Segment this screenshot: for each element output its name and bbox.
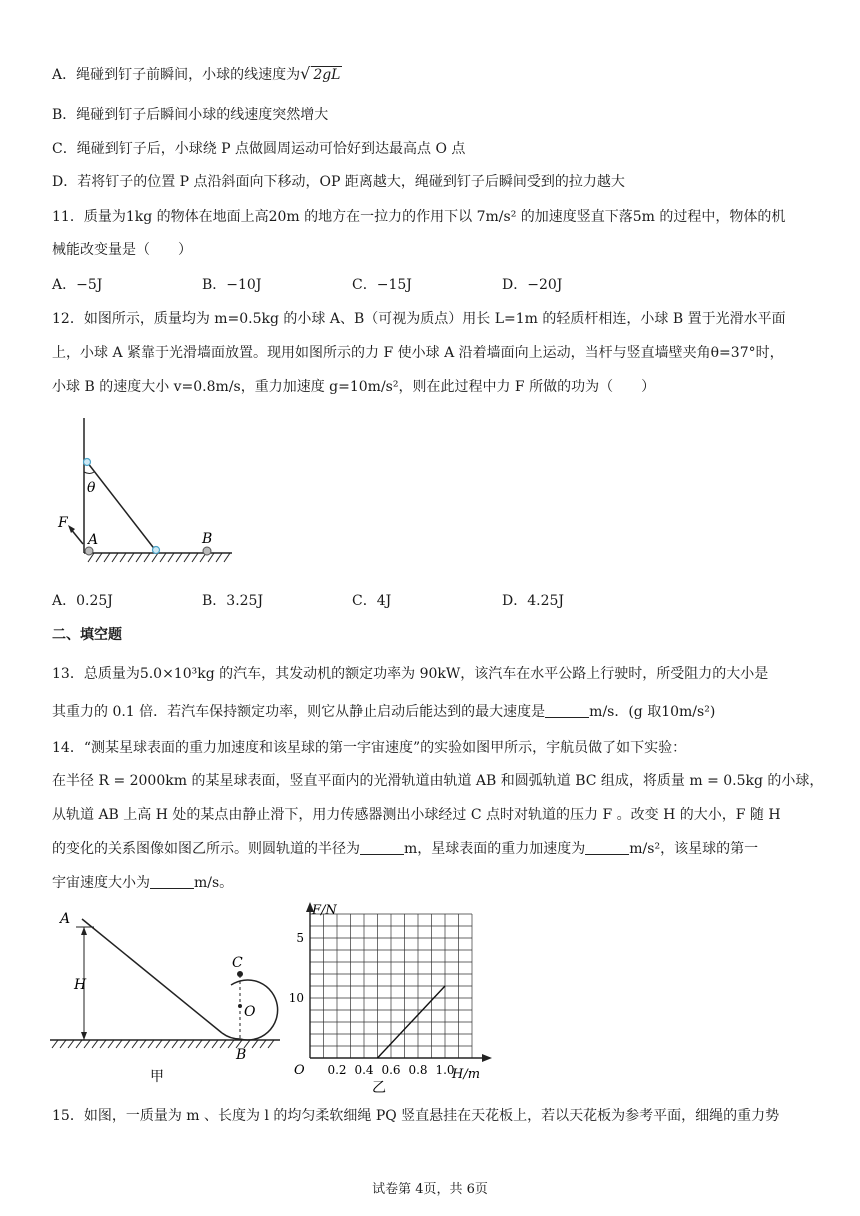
q14-stem-line3: 从轨道 AB 上高 H 处的某点由静止滑下，用力传感器测出小球经过 C 点时对轨道的压力 F 。改变 H 的大小，F 随 H	[52, 807, 781, 823]
q13-text-a: 其重力的 0.1 倍．若汽车保持额定功率，则它从静止启动后能达到的最大速度是	[52, 704, 546, 720]
q10-option-d: D．若将钉子的位置 P 点沿斜面向下移动，OP 距离越大，绳碰到钉子后瞬间受到的拉力越大	[52, 174, 625, 190]
y-tick-label: 5	[296, 931, 304, 945]
q14-figure-yi-chart	[280, 898, 500, 1094]
q12-option-c: C．4J	[352, 593, 392, 609]
caption-jia: 甲	[150, 1069, 164, 1085]
q14-stem-line1: 14．“测某星球表面的重力加速度和该星球的第一宇宙速度”的实验如图甲所示，宇航员做了如下实验：	[52, 740, 687, 756]
label-c: C	[232, 955, 243, 971]
x-tick-label: 0.8	[408, 1063, 428, 1077]
q14-stem-line4	[52, 839, 758, 859]
q12-option-d: D．4.25J	[502, 593, 565, 609]
q11-stem-line1: 11．质量为1kg 的物体在地面上高20m 的地方在一拉力的作用下以 7m/s² 的加速度竖直下落5m 的过程中，物体的机	[52, 209, 786, 225]
x-tick-label: 0.4	[354, 1063, 374, 1077]
q14-blank-radius[interactable]	[360, 840, 404, 855]
q14-text-e: m/s。	[194, 875, 234, 891]
q10-option-a-math: 2gL	[313, 67, 341, 83]
q12-option-b: B．3.25J	[202, 593, 264, 609]
q15-stem-line1: 15．如图，一质量为 m 、长度为 l 的均匀柔软细绳 PQ 竖直悬挂在天花板上，若以天花板为参考平面，细绳的重力势	[52, 1108, 780, 1124]
x-axis-label: H/m	[452, 1067, 481, 1082]
label-theta: θ	[87, 480, 96, 496]
q11-option-c: C．−15J	[352, 277, 412, 293]
ball-b	[203, 547, 211, 555]
q11-option-a: A．−5J	[52, 277, 103, 293]
q10-option-c: C．绳碰到钉子后，小球绕 P 点做圆周运动可恰好到达最高点 O 点	[52, 141, 466, 157]
height-arrow-up	[81, 927, 87, 935]
y-tick-labels	[289, 931, 304, 1005]
q14-stem-line5	[52, 873, 233, 893]
x-tick-label: 0.2	[327, 1063, 347, 1077]
x-axis-arrow	[482, 1054, 492, 1062]
label-f: F	[58, 515, 68, 531]
y-axis-label: F/N	[312, 903, 337, 918]
label-b: B	[202, 531, 213, 547]
x-tick-label: 0.6	[381, 1063, 401, 1077]
q11-option-b: B．−10J	[202, 277, 262, 293]
x-tick-label: 1.0	[435, 1063, 455, 1077]
q12-figure	[50, 410, 240, 570]
q12-stem-line3: 小球 B 的速度大小 v=0.8m/s，重力加速度 g=10m/s²，则在此过程中力 F 所做的功为（ ）	[52, 379, 656, 395]
ball-bottom	[153, 547, 160, 554]
x-tick-labels	[327, 1063, 454, 1077]
q12-stem-line1: 12．如图所示，质量均为 m=0.5kg 的小球 A、B（可视为质点）用长 L=1m 的轻质杆相连，小球 B 置于光滑水平面	[52, 311, 786, 327]
label-h: H	[74, 977, 87, 993]
q14-text-d: 宇宙速度大小为	[52, 875, 150, 891]
q14-text-b: m，星球表面的重力加速度为	[404, 841, 586, 857]
label-o: O	[244, 1004, 256, 1020]
q11-option-d: D．−20J	[502, 277, 563, 293]
point-c	[237, 971, 243, 977]
section-heading: 二、填空题	[52, 627, 122, 643]
point-o	[238, 1004, 242, 1008]
q13-text-b: m/s．(g 取10m/s²)	[589, 704, 716, 720]
ball-top	[84, 459, 91, 466]
q14-stem-line2: 在半径 R = 2000km 的某星球表面，竖直平面内的光滑轨道由轨道 AB 和圆弧轨道 BC 组成，将质量 m = 0.5kg 的小球，	[52, 773, 824, 789]
track-ab	[82, 919, 222, 1033]
angle-arc	[84, 472, 94, 474]
height-arrow-down	[81, 1032, 87, 1040]
page-footer: 试卷第 4页，共 6页	[372, 1182, 488, 1197]
q13-blank[interactable]	[545, 703, 589, 718]
origin-label: O	[294, 1063, 305, 1078]
chart-grid	[310, 914, 472, 1058]
q14-figure-jia	[50, 905, 290, 1085]
q14-text-a: 的变化的关系图像如图乙所示。则圆轨道的半径为	[52, 841, 360, 857]
q14-text-c: m/s²，该星球的第一	[629, 841, 759, 857]
q14-blank-velocity[interactable]	[150, 874, 194, 889]
q10-option-a-text: A．绳碰到钉子前瞬间，小球的线速度为	[52, 67, 301, 83]
q12-stem-line2: 上，小球 A 紧靠于光滑墙面放置。现用如图所示的力 F 使小球 A 沿着墙面向上运动，当杆与竖直墙壁夹角θ=37°时，	[52, 345, 784, 361]
label-b: B	[236, 1047, 247, 1063]
label-a: A	[88, 532, 99, 548]
q10-option-b: B．绳碰到钉子后瞬间小球的线速度突然增大	[52, 107, 329, 123]
caption-yi: 乙	[372, 1080, 386, 1094]
q12-option-a: A．0.25J	[52, 593, 113, 609]
q10-option-a: A．绳碰到钉子前瞬间，小球的线速度为√ 2gL	[52, 64, 341, 83]
q13-stem-line1: 13．总质量为5.0×10³kg 的汽车，其发动机的额定功率为 90kW，该汽车在水平公路上行驶时，所受阻力的大小是	[52, 666, 769, 682]
q11-stem-line2: 械能改变量是（ ）	[52, 242, 192, 258]
q14-blank-gravity[interactable]	[585, 840, 629, 855]
ball-a	[85, 547, 93, 555]
label-a: A	[60, 911, 71, 927]
y-tick-label: 10	[288, 991, 304, 1005]
q13-stem-line2	[52, 702, 715, 722]
